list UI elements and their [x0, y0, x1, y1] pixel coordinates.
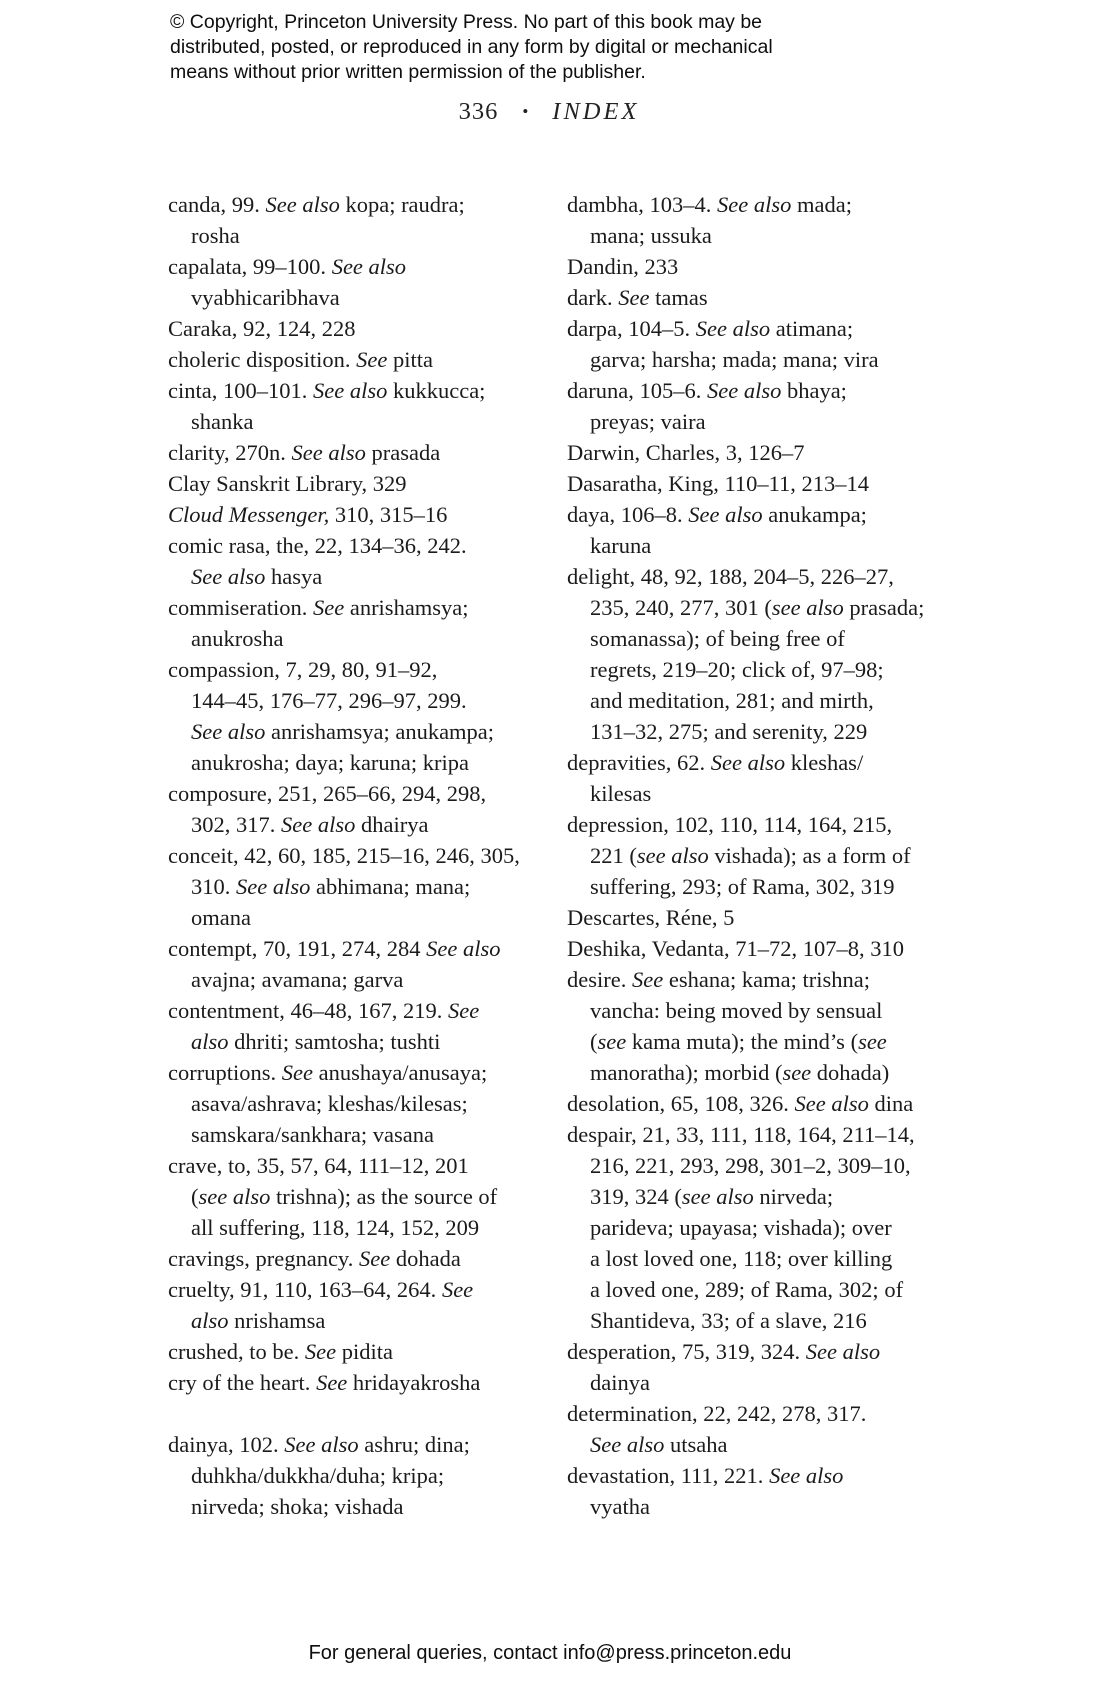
entry-text: 310.	[191, 874, 236, 899]
entry-text: desperation, 75, 319, 324.	[567, 1339, 806, 1364]
entry-text: preyas; vaira	[590, 409, 706, 434]
entry-text: vishada); as a form of	[708, 843, 911, 868]
entry-text: regrets, 219–20; click of, 97–98;	[590, 657, 884, 682]
entry-text: eshana; kama; trishna;	[663, 967, 871, 992]
copyright-line: distributed, posted, or reproduced in any form by digital or mechanical	[170, 36, 773, 58]
entry-text: 221 (	[590, 843, 637, 868]
index-entry-line	[567, 561, 944, 592]
index-entry-line	[567, 1429, 944, 1460]
entry-text: abhimana; mana;	[310, 874, 471, 899]
index-entry-line	[567, 406, 944, 437]
index-entry-line	[567, 840, 944, 871]
entry-text: suffering, 293; of Rama, 302, 319	[590, 874, 895, 899]
entry-text: Darwin, Charles, 3, 126–7	[567, 440, 805, 465]
index-entry-line	[168, 685, 565, 716]
entry-text: manoratha); morbid (	[590, 1060, 783, 1085]
entry-text: mana; ussuka	[590, 223, 712, 248]
index-entry-line	[567, 1181, 944, 1212]
index-entry-line	[567, 747, 944, 778]
index-entry-line	[567, 654, 944, 685]
index-entry-line	[567, 964, 944, 995]
index-entry-line	[168, 1119, 565, 1150]
index-entry-line	[168, 778, 565, 809]
index-entry-line	[168, 1243, 565, 1274]
entry-text: parideva; upayasa; vishada); over	[590, 1215, 892, 1240]
index-entry-line	[168, 282, 565, 313]
entry-text: a lost loved one, 118; over killing	[590, 1246, 893, 1271]
entry-text: anukrosha	[191, 626, 284, 651]
index-entry-line	[567, 1088, 944, 1119]
entry-text: nirveda; shoka; vishada	[191, 1494, 404, 1519]
entry-text: Dandin, 233	[567, 254, 679, 279]
entry-text: nirveda;	[753, 1184, 834, 1209]
index-entry-line	[567, 1150, 944, 1181]
index-entry-line	[168, 468, 565, 499]
entry-text: Descartes, Réne, 5	[567, 905, 735, 930]
entry-text: dainya	[590, 1370, 650, 1395]
cross-reference-text: See	[281, 1060, 313, 1085]
cross-reference-text: see	[782, 1060, 812, 1085]
index-entry-line	[168, 1305, 565, 1336]
entry-text: dainya, 102.	[168, 1432, 285, 1457]
entry-text: canda, 99.	[168, 192, 266, 217]
entry-text: contempt, 70, 191, 274, 284	[168, 936, 427, 961]
entry-text: determination, 22, 242, 278, 317.	[567, 1401, 867, 1426]
entry-text: compassion, 7, 29, 80, 91–92,	[168, 657, 438, 682]
entry-text: vyabhicaribhava	[191, 285, 340, 310]
index-entry-line	[168, 1336, 565, 1367]
index-entry-line	[567, 716, 944, 747]
entry-text: anukrosha; daya; karuna; kripa	[191, 750, 470, 775]
index-entry-line	[567, 375, 944, 406]
entry-text: kilesas	[590, 781, 652, 806]
cross-reference-text: See also	[236, 874, 311, 899]
index-entry-line	[168, 840, 565, 871]
index-entry-line	[168, 995, 565, 1026]
index-entry-line	[567, 623, 944, 654]
index-entry-line	[168, 1429, 565, 1460]
entry-text: 235, 240, 277, 301 (	[590, 595, 772, 620]
footer-contact: For general queries, contact info@press.princeton.edu	[308, 1642, 792, 1664]
cross-reference-text: See	[304, 1339, 337, 1364]
index-entry-line	[567, 499, 944, 530]
index-entry-line	[168, 1150, 565, 1181]
entry-text: nrishamsa	[228, 1308, 326, 1333]
index-entry-line	[567, 220, 944, 251]
entry-text: dark.	[567, 285, 619, 310]
cross-reference-text: See also	[805, 1339, 881, 1364]
entry-text: Dasaratha, King, 110–11, 213–14	[567, 471, 870, 496]
entry-text: darpa, 104–5.	[567, 316, 696, 341]
entry-text: avajna; avamana; garva	[191, 967, 404, 992]
index-entry-line	[168, 220, 565, 251]
entry-text: rosha	[191, 223, 240, 248]
entry-text: tamas	[649, 285, 708, 310]
index-entry-line	[567, 437, 944, 468]
index-entry-line	[168, 623, 565, 654]
index-entry-line	[567, 933, 944, 964]
cross-reference-text: also	[191, 1308, 229, 1333]
entry-text: pidita	[336, 1339, 393, 1364]
index-entry-line	[567, 871, 944, 902]
entry-text: desolation, 65, 108, 326.	[567, 1091, 795, 1116]
index-entry-line	[168, 375, 565, 406]
index-entry-line	[567, 530, 944, 561]
entry-text: commiseration.	[168, 595, 313, 620]
entry-text: kukkucca;	[387, 378, 486, 403]
cross-reference-text: See	[447, 998, 480, 1023]
entry-text: anrishamsya; anukampa;	[265, 719, 495, 744]
entry-text: omana	[191, 905, 251, 930]
entry-text: capalata, 99–100.	[168, 254, 332, 279]
index-entry-line	[168, 499, 565, 530]
entry-text: crushed, to be.	[168, 1339, 305, 1364]
entry-text: Shantideva, 33; of a slave, 216	[590, 1308, 867, 1333]
cross-reference-text: see	[597, 1029, 627, 1054]
entry-text: composure, 251, 265–66, 294, 298,	[168, 781, 487, 806]
cross-reference-text: See also	[794, 1091, 869, 1116]
index-entry-line	[168, 406, 565, 437]
index-entry-line	[168, 251, 565, 282]
entry-text: 302, 317.	[191, 812, 281, 837]
page-title: INDEX	[552, 98, 640, 125]
index-entry-line	[567, 1460, 944, 1491]
index-entry-line	[168, 1367, 565, 1398]
entry-text: 216, 221, 293, 298, 301–2, 309–10,	[590, 1153, 911, 1178]
copyright-line: means without prior written permission of the publisher.	[170, 61, 646, 83]
entry-text: hridayakrosha	[347, 1370, 481, 1395]
entry-text: dhriti; samtosha; tushti	[228, 1029, 441, 1054]
entry-text: 310, 315–16	[329, 502, 448, 527]
entry-text: ashru; dina;	[358, 1432, 470, 1457]
index-entry-line	[168, 902, 565, 933]
entry-text: daruna, 105–6.	[567, 378, 707, 403]
entry-text: Deshika, Vedanta, 71–72, 107–8, 310	[567, 936, 905, 961]
cross-reference-text: See also	[291, 440, 366, 465]
entry-text: 144–45, 176–77, 296–97, 299.	[191, 688, 467, 713]
index-entry-line	[567, 809, 944, 840]
entry-text: cruelty, 91, 110, 163–64, 264.	[168, 1277, 442, 1302]
cross-reference-text: see also	[198, 1184, 271, 1209]
index-entry-line	[168, 437, 565, 468]
index-entry-line	[168, 592, 565, 623]
index-entry-line	[567, 1491, 944, 1522]
entry-text: trishna); as the source of	[270, 1184, 498, 1209]
page-header	[168, 98, 930, 126]
index-entry-line	[567, 251, 944, 282]
cross-reference-text: See also	[695, 316, 771, 341]
entry-text: kama muta); the mind’s (	[626, 1029, 859, 1054]
cross-reference-text: See also	[191, 719, 266, 744]
cross-reference-text: See also	[331, 254, 407, 279]
entry-text: dina	[868, 1091, 914, 1116]
entry-text: and meditation, 281; and mirth,	[590, 688, 874, 713]
cross-reference-text: See also	[312, 378, 388, 403]
entry-text: contentment, 46–48, 167, 219.	[168, 998, 448, 1023]
entry-text: vancha: being moved by sensual	[590, 998, 883, 1023]
entry-text: pitta	[387, 347, 433, 372]
index-entry-line	[567, 1367, 944, 1398]
page-number: 336	[458, 98, 499, 125]
copyright-notice	[170, 10, 870, 85]
index-entry-line	[567, 778, 944, 809]
index-entry-line	[567, 189, 944, 220]
entry-text: (	[590, 1029, 598, 1054]
entry-text: dhairya	[355, 812, 429, 837]
index-entry-line	[567, 592, 944, 623]
bullet-separator: •	[522, 102, 529, 121]
entry-text: corruptions.	[168, 1060, 282, 1085]
index-entry-line	[567, 1305, 944, 1336]
entry-text: duhkha/dukkha/duha; kripa;	[191, 1463, 445, 1488]
index-entry-line	[168, 1181, 565, 1212]
index-entry-line	[168, 1057, 565, 1088]
entry-text: prasada;	[843, 595, 925, 620]
cross-reference-text: See also	[191, 564, 266, 589]
entry-text: depression, 102, 110, 114, 164, 215,	[567, 812, 893, 837]
index-entry-line	[168, 871, 565, 902]
index-column-left	[168, 189, 565, 1522]
index-entry-line	[567, 1026, 944, 1057]
entry-text: daya, 106–8.	[567, 502, 689, 527]
cross-reference-text: Cloud Messenger,	[168, 502, 330, 527]
index-entry-line	[567, 344, 944, 375]
entry-text: anushaya/anusaya;	[312, 1060, 488, 1085]
cross-reference-text: See also	[769, 1463, 844, 1488]
entry-text: prasada	[365, 440, 441, 465]
entry-text: a loved one, 289; of Rama, 302; of	[590, 1277, 904, 1302]
index-entry-line	[567, 468, 944, 499]
index-entry-line	[567, 313, 944, 344]
index-entry-line	[168, 964, 565, 995]
entry-text: dohada	[390, 1246, 461, 1271]
entry-text: garva; harsha; mada; mana; vira	[590, 347, 879, 372]
cross-reference-text: See also	[265, 192, 340, 217]
entry-text: clarity, 270n.	[168, 440, 292, 465]
cross-reference-text: see	[858, 1029, 887, 1054]
index-entry-line	[168, 1460, 565, 1491]
cross-reference-text: See also	[706, 378, 782, 403]
index-entry-line	[567, 1057, 944, 1088]
entry-text: somanassa); of being free of	[590, 626, 845, 651]
entry-text: cry of the heart.	[168, 1370, 317, 1395]
cross-reference-text: See also	[710, 750, 786, 775]
entry-text: all suffering, 118, 124, 152, 209	[191, 1215, 480, 1240]
cross-reference-text: See	[618, 285, 650, 310]
index-entry-line	[567, 1398, 944, 1429]
entry-text: shanka	[191, 409, 254, 434]
cross-reference-text: See also	[590, 1432, 665, 1457]
entry-text: comic rasa, the, 22, 134–36, 242.	[168, 533, 467, 558]
index-entry-line	[168, 809, 565, 840]
index-entry-line	[168, 1274, 565, 1305]
entry-text: Clay Sanskrit Library, 329	[168, 471, 407, 496]
entry-text: devastation, 111, 221.	[567, 1463, 770, 1488]
cross-reference-text: See also	[426, 936, 501, 961]
entry-text: utsaha	[664, 1432, 728, 1457]
index-column-right	[567, 189, 944, 1522]
entry-text: atimana;	[770, 316, 854, 341]
entry-text: kopa; raudra;	[339, 192, 465, 217]
entry-text: crave, to, 35, 57, 64, 111–12, 201	[168, 1153, 469, 1178]
index-entry-line	[168, 561, 565, 592]
entry-text: hasya	[265, 564, 323, 589]
index-entry-line	[567, 685, 944, 716]
cross-reference-text: see also	[636, 843, 709, 868]
cross-reference-text: also	[191, 1029, 229, 1054]
entry-text: dambha, 103–4.	[567, 192, 717, 217]
index-entry-line	[168, 189, 565, 220]
entry-text: bhaya;	[781, 378, 847, 403]
index-entry-line	[168, 747, 565, 778]
entry-text: 131–32, 275; and serenity, 229	[590, 719, 868, 744]
section-break	[168, 1398, 565, 1429]
entry-text: (	[191, 1184, 199, 1209]
index-entry-line	[168, 1088, 565, 1119]
index-entry-line	[567, 1243, 944, 1274]
entry-text: samskara/sankhara; vasana	[191, 1122, 435, 1147]
index-entry-line	[168, 1026, 565, 1057]
entry-text: dohada)	[811, 1060, 890, 1085]
cross-reference-text: see also	[771, 595, 844, 620]
entry-text: cravings, pregnancy.	[168, 1246, 359, 1271]
entry-text: kleshas/	[785, 750, 864, 775]
index-entry-line	[168, 1491, 565, 1522]
entry-text: karuna	[590, 533, 652, 558]
index-entry-line	[168, 530, 565, 561]
cross-reference-text: See also	[281, 812, 356, 837]
cross-reference-text: See	[356, 347, 388, 372]
entry-text: anrishamsya;	[344, 595, 469, 620]
entry-text: mada;	[791, 192, 852, 217]
index-entry-line	[567, 995, 944, 1026]
cross-reference-text: see also	[681, 1184, 754, 1209]
index-entry-line	[567, 1336, 944, 1367]
entry-text: asava/ashrava; kleshas/kilesas;	[191, 1091, 468, 1116]
index-entry-line	[168, 654, 565, 685]
entry-text: conceit, 42, 60, 185, 215–16, 246, 305,	[168, 843, 520, 868]
cross-reference-text: See	[441, 1277, 474, 1302]
index-entry-line	[168, 933, 565, 964]
entry-text: delight, 48, 92, 188, 204–5, 226–27,	[567, 564, 894, 589]
index-entry-line	[567, 902, 944, 933]
index-entry-line	[567, 1119, 944, 1150]
entry-text: 319, 324 (	[590, 1184, 682, 1209]
index-entry-line	[567, 282, 944, 313]
index-entry-line	[168, 716, 565, 747]
index-entry-line	[567, 1274, 944, 1305]
entry-text: Caraka, 92, 124, 228	[168, 316, 356, 341]
entry-text: cinta, 100–101.	[168, 378, 313, 403]
entry-text: vyatha	[590, 1494, 650, 1519]
entry-text: desire.	[567, 967, 632, 992]
index-entry-line	[168, 1212, 565, 1243]
copyright-line: © Copyright, Princeton University Press. No part of this book may be	[170, 11, 763, 33]
cross-reference-text: See also	[716, 192, 792, 217]
cross-reference-text: See	[312, 595, 345, 620]
cross-reference-text: See also	[688, 502, 763, 527]
entry-text: anukampa;	[762, 502, 867, 527]
cross-reference-text: See	[316, 1370, 348, 1395]
cross-reference-text: See	[358, 1246, 391, 1271]
entry-text: despair, 21, 33, 111, 118, 164, 211–14,	[567, 1122, 915, 1147]
index-entry-line	[168, 344, 565, 375]
entry-text: choleric disposition.	[168, 347, 357, 372]
entry-text: depravities, 62.	[567, 750, 711, 775]
cross-reference-text: See also	[284, 1432, 359, 1457]
index-entry-line	[168, 313, 565, 344]
index-entry-line	[567, 1212, 944, 1243]
cross-reference-text: See	[631, 967, 664, 992]
